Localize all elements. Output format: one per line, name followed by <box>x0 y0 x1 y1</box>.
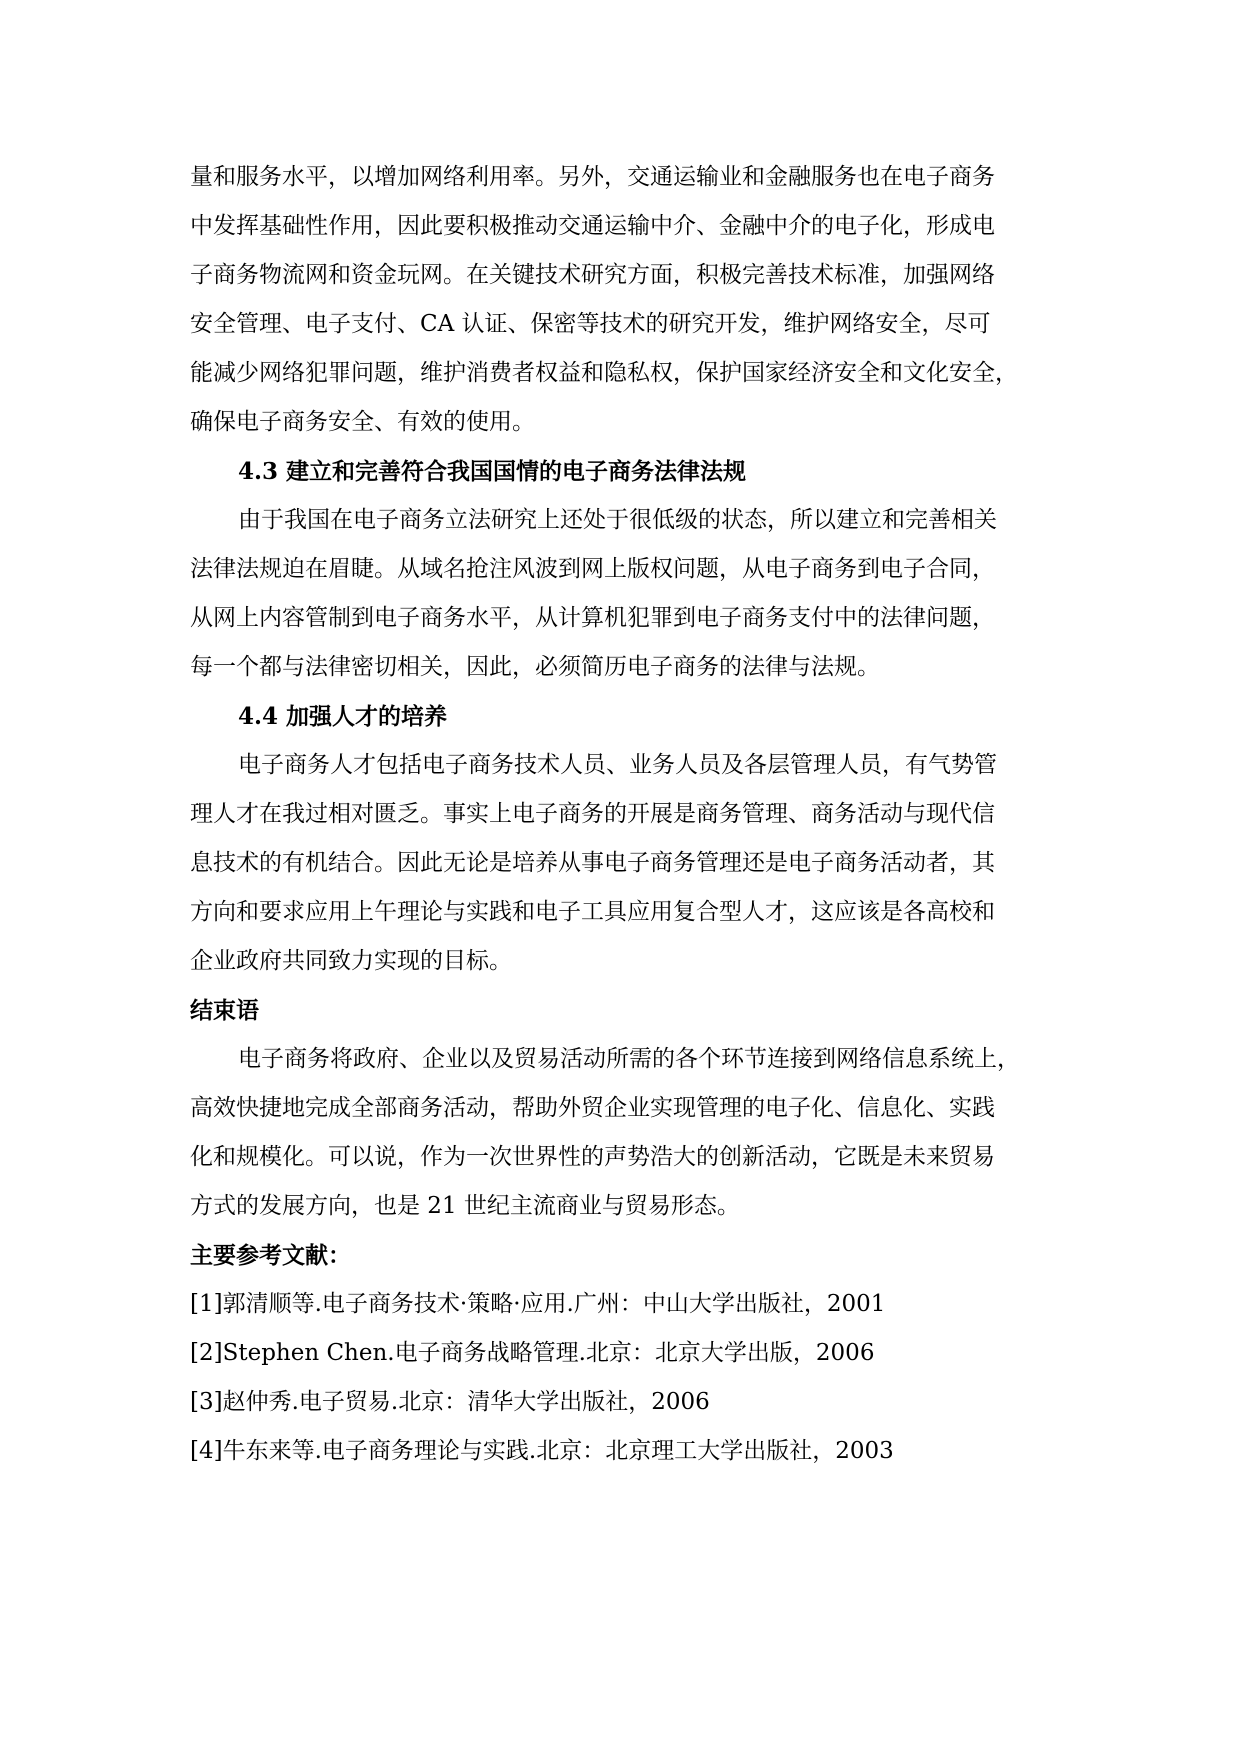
paragraph-line: 法律法规迫在眉睫。从域名抢注风波到网上版权问题，从电子商务到电子合同， <box>190 556 995 582</box>
paragraph-line: 电子商务人才包括电子商务技术人员、业务人员及各层管理人员，有气势管 <box>238 752 997 778</box>
paragraph-line: 中发挥基础性作用，因此要积极推动交通运输中介、金融中介的电子化，形成电 <box>190 213 995 239</box>
paragraph-line: 化和规模化。可以说，作为一次世界性的声势浩大的创新活动，它既是未来贸易 <box>190 1144 995 1170</box>
conclusion-section <box>190 986 1062 1231</box>
references-heading: 主要参考文献： <box>190 1242 351 1269</box>
paragraph-line: 方式的发展方向，也是 21 世纪主流商业与贸易形态。 <box>190 1193 740 1219</box>
reference-item: [4]牛东来等.电子商务理论与实践.北京：北京理工大学出版社，2003 <box>190 1438 894 1464</box>
paragraph-line: 方向和要求应用上午理论与实践和电子工具应用复合型人才，这应该是各高校和 <box>190 899 995 925</box>
paragraph-line: 确保电子商务安全、有效的使用。 <box>190 409 535 435</box>
paragraph-line: 企业政府共同致力实现的目标。 <box>190 948 512 974</box>
paragraph-line: 由于我国在电子商务立法研究上还处于很低级的状态，所以建立和完善相关 <box>238 507 997 533</box>
paragraph-line: 量和服务水平，以增加网络利用率。另外，交通运输业和金融服务也在电子商务 <box>190 164 995 190</box>
section-heading-4-3: 4.3 建立和完善符合我国国情的电子商务法律法规 <box>238 458 747 485</box>
paragraph-line: 电子商务将政府、企业以及贸易活动所需的各个环节连接到网络信息系统上， <box>238 1046 1020 1072</box>
paragraph-line: 子商务物流网和资金玩网。在关键技术研究方面，积极完善技术标准，加强网络 <box>190 262 995 288</box>
paragraph-line: 能减少网络犯罪问题，维护消费者权益和隐私权，保护国家经济安全和文化安全， <box>190 360 1018 386</box>
section-heading-4-4: 4.4 加强人才的培养 <box>238 703 448 730</box>
paragraph-line: 高效快捷地完成全部商务活动，帮助外贸企业实现管理的电子化、信息化、实践 <box>190 1095 995 1121</box>
section-4-3 <box>190 447 1062 692</box>
section-4-4 <box>190 692 1062 986</box>
conclusion-heading: 结束语 <box>190 997 259 1024</box>
paragraph-line: 安全管理、电子支付、CA 认证、保密等技术的研究开发，维护网络安全，尽可 <box>190 311 991 337</box>
paragraph-line: 理人才在我过相对匮乏。事实上电子商务的开展是商务管理、商务活动与现代信 <box>190 801 995 827</box>
section-4-2-continued <box>190 153 1062 447</box>
reference-item: [2]Stephen Chen.电子商务战略管理.北京：北京大学出版，2006 <box>190 1340 875 1366</box>
references-section <box>190 1231 1062 1476</box>
paragraph-line: 从网上内容管制到电子商务水平，从计算机犯罪到电子商务支付中的法律问题， <box>190 605 995 631</box>
document-body <box>190 153 1062 1476</box>
paragraph-line: 每一个都与法律密切相关，因此，必须简历电子商务的法律与法规。 <box>190 654 880 680</box>
reference-item: [1]郭清顺等.电子商务技术·策略·应用.广州：中山大学出版社，2001 <box>190 1291 886 1317</box>
reference-item: [3]赵仲秀.电子贸易.北京：清华大学出版社，2006 <box>190 1389 710 1415</box>
paragraph-line: 息技术的有机结合。因此无论是培养从事电子商务管理还是电子商务活动者，其 <box>190 850 995 876</box>
